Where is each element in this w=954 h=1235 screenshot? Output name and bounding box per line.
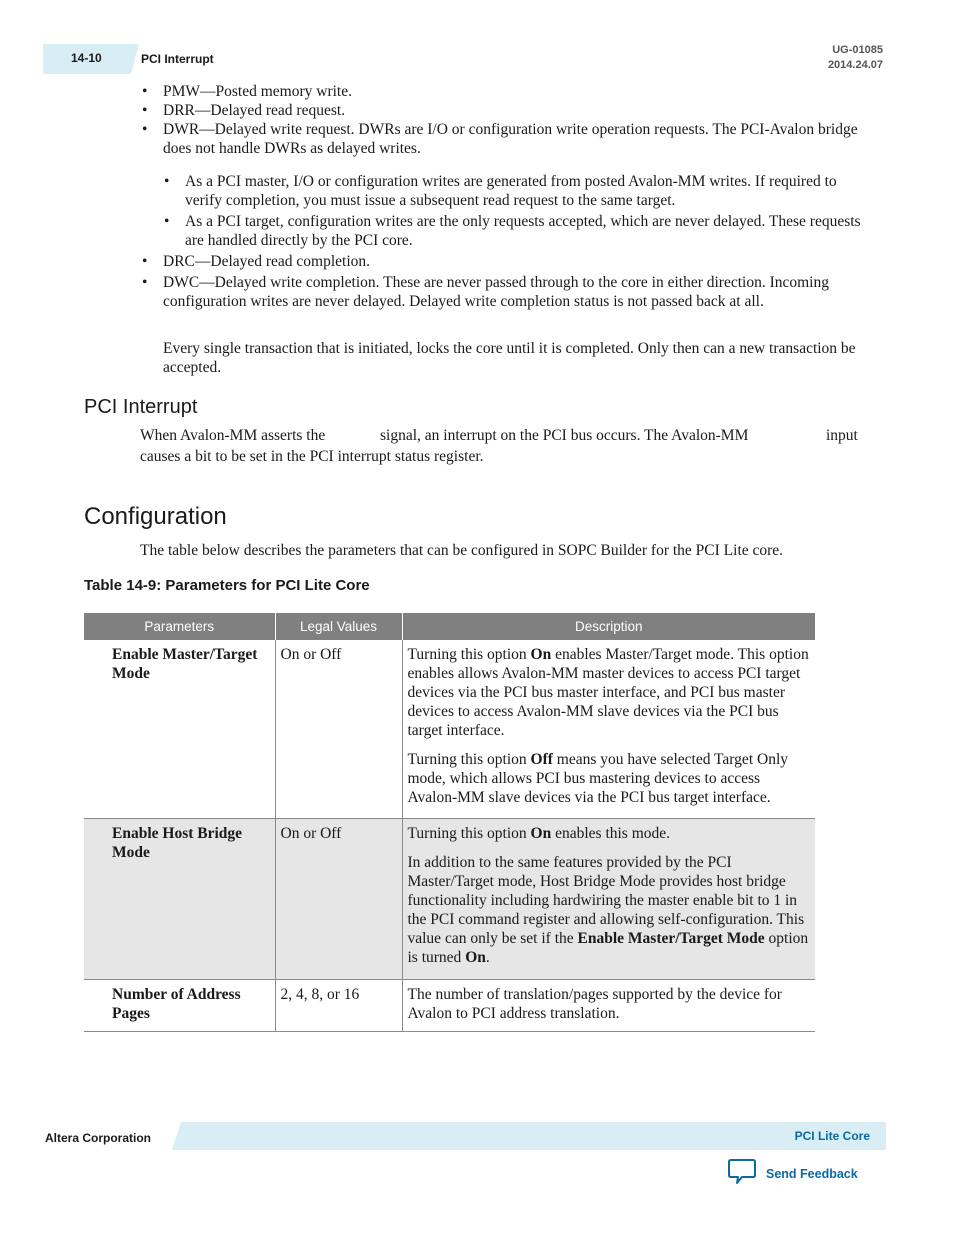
pci-interrupt-text-c: input	[826, 427, 858, 444]
description	[402, 640, 815, 819]
pci-interrupt-text-b: signal, an interrupt on the PCI bus occurs. The Avalon-MM	[380, 427, 749, 444]
desc-text: In addition to the same features provided by the PCI Master/Target mode, Host Bridge Mode provides host bridge functionality including hardwiring the master enable bit to 1 in the PCI command register and allowing self-configuration. This value can only be set if the	[407, 854, 805, 947]
desc-text: Turning this option	[407, 646, 531, 663]
list-item: • DRR—Delayed read request.	[140, 101, 875, 120]
desc-text: Turning this option	[407, 825, 531, 842]
pci-interrupt-text-a: When Avalon-MM asserts the	[140, 427, 326, 444]
legal-values: On or Off	[275, 640, 402, 819]
desc-text: enables this mode.	[551, 825, 671, 842]
table-row	[84, 640, 815, 819]
desc-bold: On	[465, 949, 486, 966]
list-item: • DRC—Delayed read completion.	[140, 252, 875, 271]
column-header-description: Description	[402, 613, 815, 640]
bullet-list-top	[140, 82, 875, 158]
desc-text: means you have selected Target Only mode, which allows PCI bus mastering devices to access Avalon-MM slave devices via the PCI bus target interface.	[407, 751, 788, 806]
legal-values: On or Off	[275, 819, 402, 980]
desc-text: .	[485, 949, 490, 966]
column-header-legal-values: Legal Values	[275, 613, 402, 640]
table-row	[84, 819, 815, 980]
description: The number of translation/pages supported by the device for Avalon to PCI address translation.	[402, 980, 815, 1032]
param-name: Number of Address Pages	[112, 986, 241, 1022]
table-row	[84, 980, 815, 1032]
footer-band	[181, 1122, 886, 1150]
pci-interrupt-text-line2: causes a bit to be set in the PCI interrupt status register.	[140, 448, 484, 465]
header-section-title: PCI Interrupt	[141, 52, 214, 66]
param-name: Enable Master/Target Mode	[112, 646, 258, 682]
desc-bold: Off	[530, 751, 553, 768]
bullet-list-sub	[162, 172, 875, 250]
pci-interrupt-heading: PCI Interrupt	[84, 396, 198, 418]
footer-doc-title-link[interactable]: PCI Lite Core	[794, 1129, 870, 1143]
doc-id-block	[828, 43, 883, 73]
list-item: • PMW—Posted memory write.	[140, 82, 875, 101]
column-header-parameters: Parameters	[84, 613, 275, 640]
table-caption: Table 14-9: Parameters for PCI Lite Core	[84, 577, 370, 594]
doc-id: UG-01085	[832, 44, 883, 56]
desc-bold: On	[530, 825, 552, 842]
desc-bold: Enable Master/Target Mode	[577, 930, 765, 947]
send-feedback-link[interactable]	[727, 1158, 858, 1190]
legal-values: 2, 4, 8, or 16	[275, 980, 402, 1032]
configuration-intro: The table below describes the parameters that can be configured in SOPC Builder for the PCI Lite core.	[140, 542, 784, 559]
pci-interrupt-text	[140, 425, 875, 467]
send-feedback-label: Send Feedback	[766, 1167, 858, 1181]
list-item: • DWR—Delayed write request. DWRs are I/O or configuration write operation requests. The PCI-Avalon bridge does not handle DWRs as delayed writes.	[140, 120, 875, 158]
bullet-list-bottom	[140, 252, 875, 311]
configuration-heading: Configuration	[84, 503, 227, 530]
speech-bubble-icon	[727, 1158, 757, 1190]
desc-text: Turning this option	[407, 751, 531, 768]
parameters-table	[84, 613, 815, 1032]
desc-text: option is turned	[407, 930, 809, 966]
desc-bold: On	[530, 646, 552, 663]
list-item: • As a PCI target, configuration writes are the only requests accepted, which are never delayed. These requests are handled directly by the PCI core.	[162, 212, 875, 250]
list-item: • DWC—Delayed write completion. These are never passed through to the core in either direction. Incoming configuration writes are never delayed. Delayed write completion status is not passed back at all.	[140, 273, 875, 311]
doc-date: 2014.24.07	[827, 59, 883, 71]
footer-org: Altera Corporation	[45, 1131, 152, 1145]
list-item: • As a PCI master, I/O or configuration writes are generated from posted Avalon-MM writes. If required to verify completion, you must issue a subsequent read request to the same target.	[162, 172, 875, 210]
page-number: 14-10	[71, 51, 102, 65]
transaction-note: Every single transaction that is initiated, locks the core until it is completed. Only then can a new transaction be accepted.	[163, 340, 856, 376]
description	[402, 819, 815, 980]
param-name: Enable Host Bridge Mode	[84, 819, 275, 980]
desc-text: enables Master/Target mode. This option enables allows Avalon-MM master devices to access PCI target devices via the PCI bus master interface, and PCI bus master devices to access Avalon-MM slave devices via the PCI bus target interface.	[407, 646, 809, 739]
